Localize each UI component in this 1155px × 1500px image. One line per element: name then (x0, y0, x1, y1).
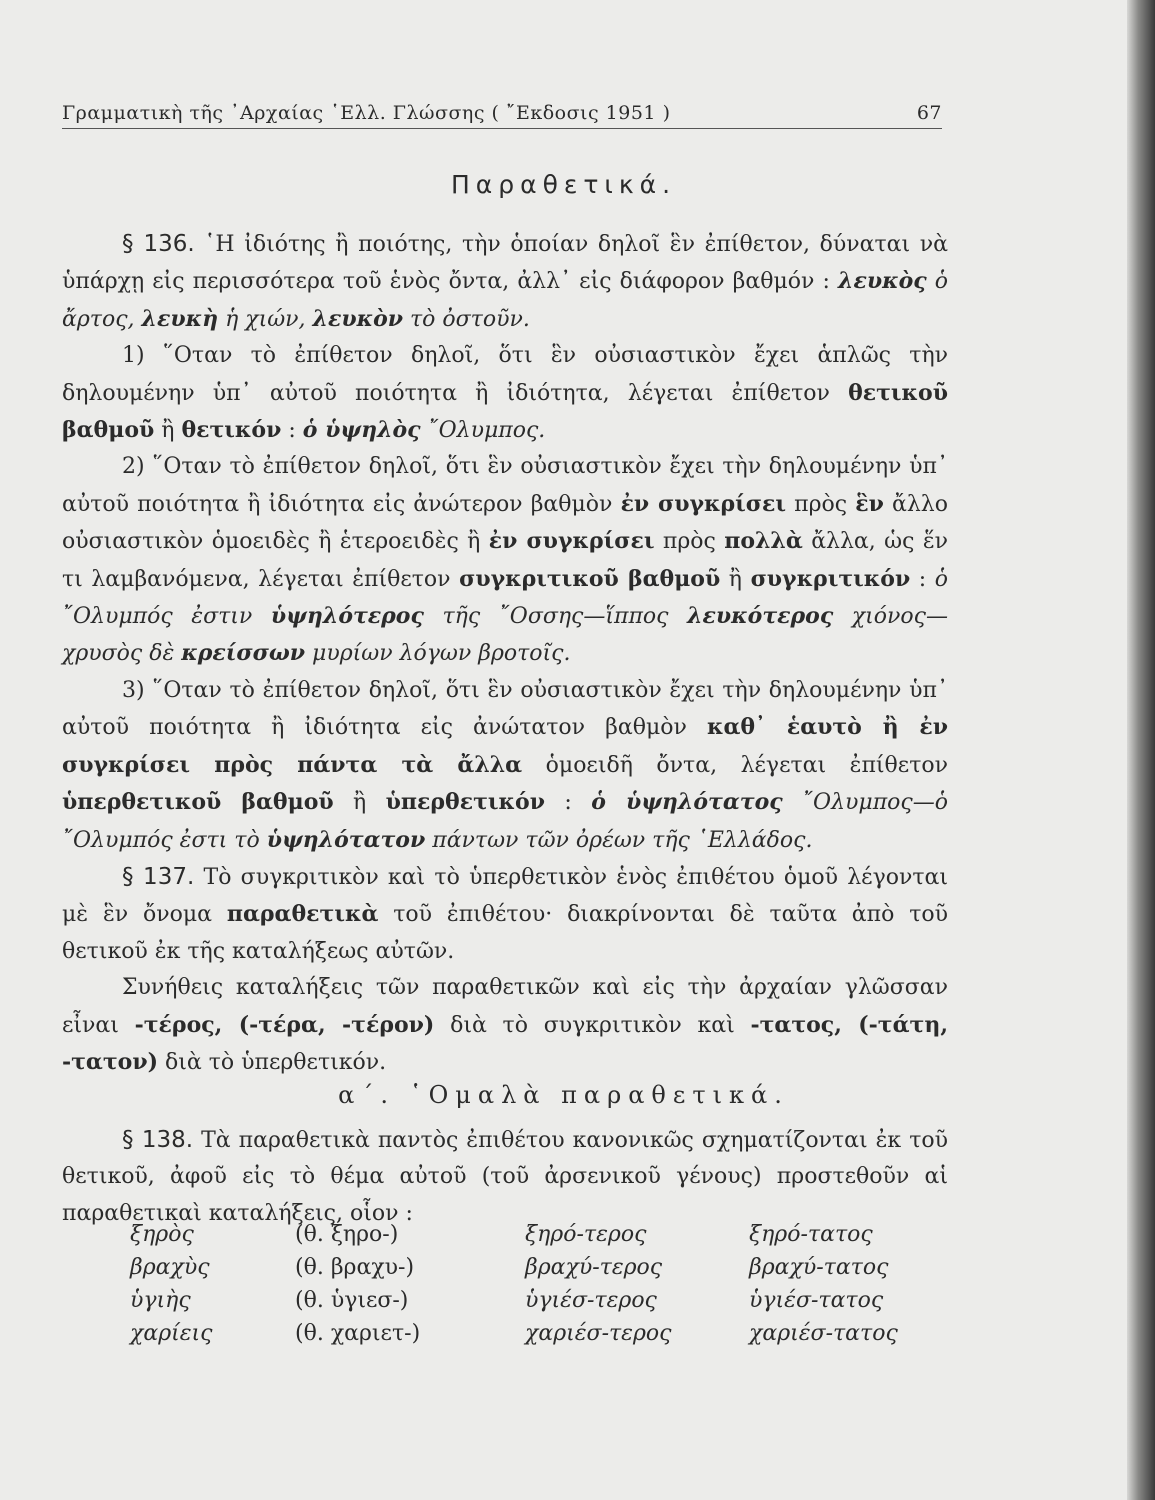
paragraph-138 (62, 1122, 948, 1232)
example: τὸ ὀστοῦν. (403, 306, 530, 332)
text: Συνήθεις καταλήξεις τῶν παραθετικῶν καὶ εἰς τὴν ἀρχαίαν γλῶσσαν εἶναι (62, 975, 948, 1038)
term-bold: καθ᾿ ἑαυτὸ ἢ ἐν συγκρίσει πρὸς πάντα τὰ ἄλλα (62, 714, 948, 778)
page-number: 67 (916, 102, 942, 124)
paragraph-136 (62, 226, 948, 1081)
positive-form: χαρίεις (130, 1321, 213, 1346)
text: ῾Η ἰδιότης ἢ ποιότης, τὴν ὁποίαν δηλοῖ ἓν ἐπίθετον, δύναται νὰ ὑπάρχῃ εἰς περισσότερα τοῦ ἑνὸς ὄντα, ἀλλ᾿ εἰς διάφορον βαθμόν : (62, 232, 948, 295)
superlative-form: βραχύ-τατος (749, 1255, 889, 1280)
example-bold: λευκὸς (838, 268, 927, 295)
point-3 (62, 673, 948, 859)
comparative-form: ξηρό-τερος (525, 1222, 647, 1247)
example: ῎Ολυμπος—ὁ ῎Ολυμπός ἐστι τὸ (62, 790, 948, 853)
text: : (910, 566, 935, 592)
comparative-form: χαριέσ-τερος (525, 1321, 672, 1346)
superlative-form: ὑγιέσ-τατος (749, 1288, 884, 1313)
superlative-form: χαριέσ-τατος (749, 1321, 898, 1346)
term-bold: θετικοῦ βαθμοῦ (62, 379, 948, 444)
example-bold: λευκότερος (687, 603, 834, 630)
example-bold: ὑψηλότερος (270, 603, 424, 630)
text: ἄλλα, ὡς ἕν τι λαμβανόμενα, λέγεται ἐπίθετον (62, 529, 949, 592)
example: ὁ ἄρτος, (62, 269, 948, 332)
comparison-table (130, 1222, 960, 1354)
example: χιόνος—χρυσὸς δὲ (62, 604, 948, 667)
example: ὁ ῎Ολυμπός ἐστιν (62, 566, 948, 630)
text: 1) ῞Οταν τὸ ἐπίθετον δηλοῖ, ὅτι ἓν οὐσιαστικὸν ἔχει ἁπλῶς τὴν δηλουμένην ὑπ᾿ αὐτοῦ ποιότητα ἢ ἰδιότητα, λέγεται ἐπίθετον (62, 343, 948, 406)
text: ἄλλο οὐσιαστικὸν ὁμοειδὲς ἢ ἑτεροειδὲς ἢ (62, 491, 948, 555)
example-bold: κρείσσων (181, 640, 306, 667)
section-number-138: § 138. (122, 1127, 194, 1153)
example: ῎Ολυμπος. (420, 418, 546, 444)
example: μυρίων λόγων βροτοῖς. (305, 641, 571, 667)
text: : (544, 790, 592, 816)
example: τῆς ῎Οσσης—ἵππος (423, 604, 688, 630)
comparative-form: βραχύ-τερος (525, 1255, 663, 1280)
term-bold: παραθετικὰ (226, 901, 379, 928)
subsection-title: α΄. ῾Ομαλὰ παραθετικά. (338, 1081, 789, 1109)
section-title: Παραθετικά. (450, 170, 677, 199)
endings-paragraph (62, 970, 948, 1081)
table-row (130, 1288, 960, 1321)
superlative-form: ξηρό-τατος (749, 1222, 873, 1247)
point-1 (62, 338, 948, 449)
text: Τὸ συγκριτικὸν καὶ τὸ ὑπερθετικὸν ἑνὸς ἐπιθέτου ὁμοῦ λέγονται μὲ ἓν ὄνομα (62, 864, 948, 928)
text: διὰ τὸ συγκριτικὸν καὶ (434, 1012, 751, 1038)
point-2 (62, 449, 948, 672)
text: πρὸς (786, 491, 856, 517)
positive-form: ξηρὸς (130, 1222, 194, 1247)
text: ὁμοειδῆ ὄντα, λέγεται ἐπίθετον (522, 752, 948, 778)
text: 2) ῞Οταν τὸ ἐπίθετον δηλοῖ, ὅτι ἓν οὐσιαστικὸν ἔχει τὴν δηλουμένην ὑπ᾿ αὐτοῦ ποιότητα ἢ ἰδιότητα εἰς ἀνώτερον βαθμὸν (62, 454, 948, 517)
term-bold: ἓν (855, 490, 884, 517)
stem: (θ. ὑγιεσ-) (295, 1288, 409, 1313)
table-row (130, 1222, 960, 1255)
term-bold: ἐν συγκρίσει (620, 490, 787, 517)
section-number-137: § 137. (122, 863, 195, 890)
text: Τὰ παραθετικὰ παντὸς ἐπιθέτου κανονικῶς σχηματίζονται ἐκ τοῦ θετικοῦ, ἀφοῦ εἰς τὸ θέμα αὐτοῦ (τοῦ ἀρσενικοῦ γένους) προστεθοῦν αἱ παραθετικαὶ καταλήξεις, οἷον : (62, 1128, 948, 1226)
book-spine-edge (1127, 0, 1155, 1500)
term-bold: -τέρος, (-τέρα, -τέρον) (134, 1011, 435, 1038)
term-bold: -τατος, (-τάτη, -τατον) (62, 1011, 948, 1075)
term-bold: συγκριτικόν (750, 565, 911, 592)
text: ἢ (333, 790, 386, 816)
text: ἢ (154, 418, 182, 444)
example-bold: ὁ ὑψηλὸς (302, 417, 421, 444)
positive-form: ὑγιὴς (130, 1288, 191, 1313)
comparative-form: ὑγιέσ-τερος (525, 1288, 657, 1313)
term-bold: θετικόν (181, 417, 282, 444)
term-bold: ἐν συγκρίσει (488, 528, 655, 555)
table-row (130, 1321, 960, 1354)
text: : (281, 418, 303, 444)
term-bold: ὑπερθετικοῦ βαθμοῦ (62, 789, 334, 816)
text: διὰ τὸ ὑπερθετικόν. (158, 1049, 387, 1075)
example-bold: λευκὴ (141, 305, 219, 332)
stem: (θ. ξηρο-) (295, 1222, 399, 1247)
stem: (θ. χαριετ-) (295, 1321, 421, 1346)
example-bold: λευκὸν (312, 305, 404, 332)
running-header (62, 102, 942, 129)
example-bold: ὑψηλότατον (266, 826, 426, 853)
text: ἢ (720, 566, 751, 592)
positive-form: βραχὺς (130, 1255, 210, 1280)
text: τοῦ ἐπιθέτου· διακρίνονται δὲ ταῦτα ἀπὸ τοῦ θετικοῦ ἐκ τῆς καταλήξεως αὐτῶν. (62, 902, 949, 964)
running-header-title: Γραμματικὴ τῆς ᾿Αρχαίας ῾Ελλ. Γλώσσης ( ῎Εκδοσις 1951 ) (62, 102, 671, 124)
example-bold: ὁ ὑψηλότατος (591, 789, 783, 816)
stem: (θ. βραχυ-) (295, 1255, 415, 1280)
term-bold: συγκριτικοῦ βαθμοῦ (459, 565, 721, 592)
paragraph-137 (62, 859, 948, 970)
example: ἡ χιών, (218, 306, 313, 332)
text: πρὸς (654, 529, 725, 555)
section-number-136: § 136. (122, 231, 195, 257)
example: πάντων τῶν ὀρέων τῆς ῾Ελλάδος. (425, 827, 813, 853)
term-bold: πολλὰ (724, 528, 803, 555)
text: 3) ῞Οταν τὸ ἐπίθετον δηλοῖ, ὅτι ἓν οὐσιαστικὸν ἔχει τὴν δηλουμένην ὑπ᾿ αὐτοῦ ποιότητα ἢ ἰδιότητα εἰς ἀνώτατον βαθμὸν (62, 677, 948, 741)
term-bold: ὑπερθετικόν (385, 789, 545, 816)
table-row (130, 1255, 960, 1288)
